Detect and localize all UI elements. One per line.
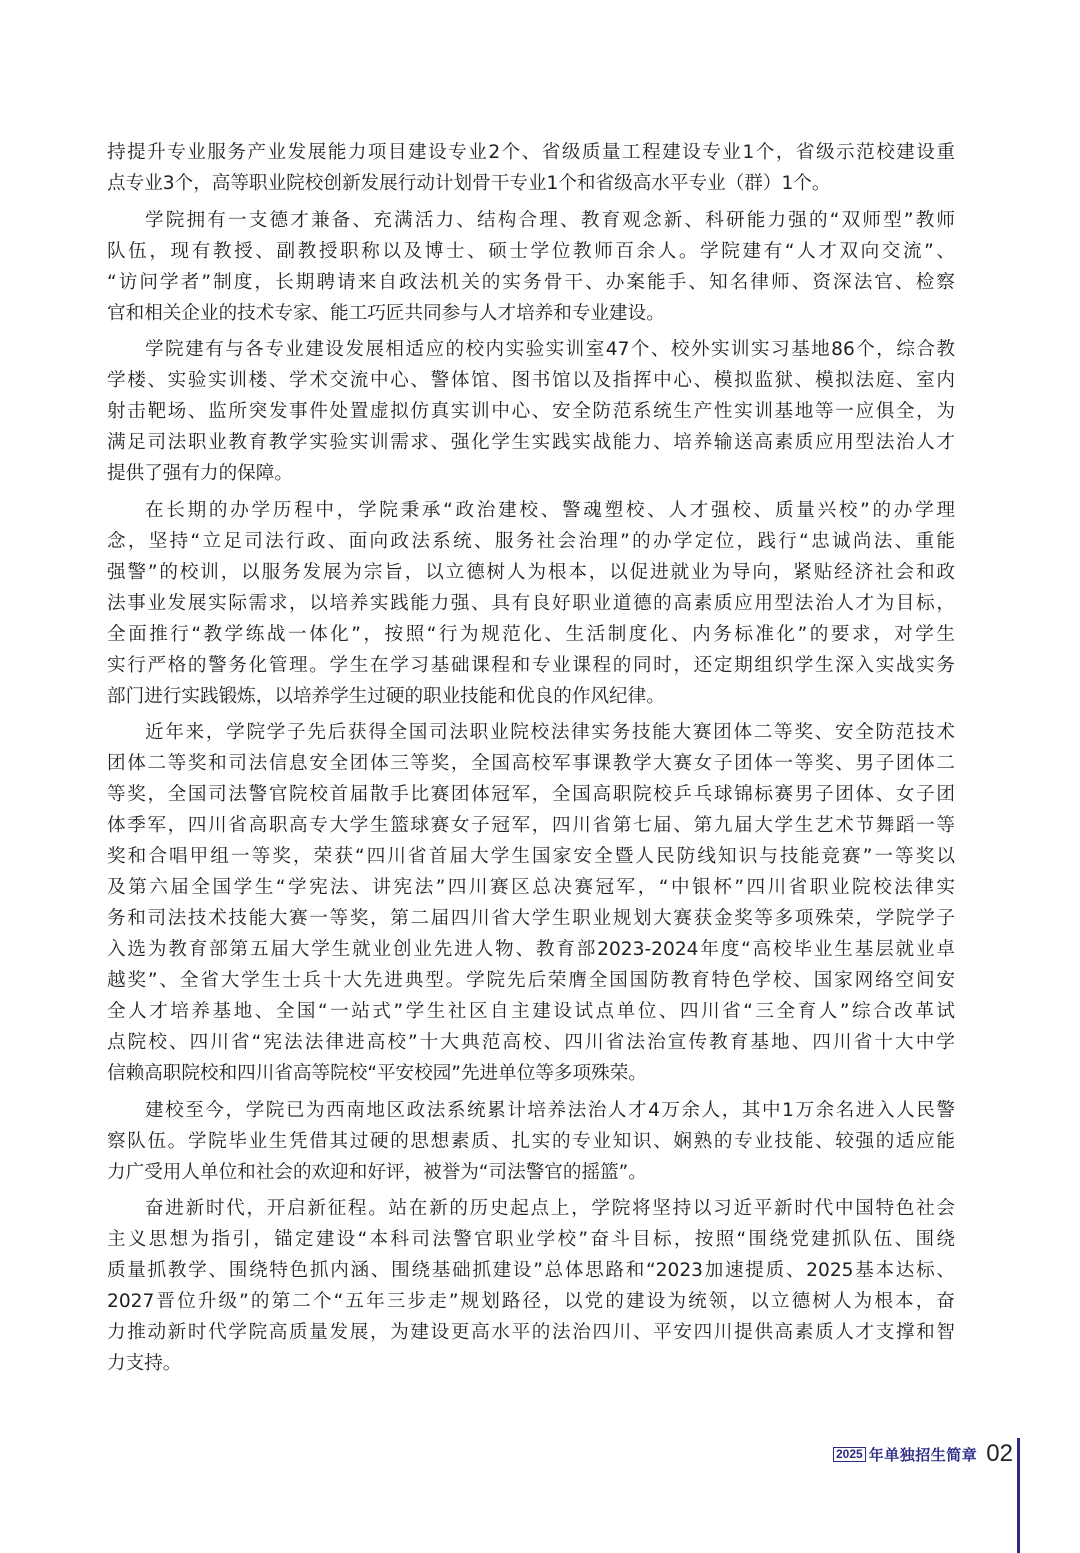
- text-line: 2027晋位升级”的第二个“五年三步走”规划路径，以党的建设为统领，以立德树人为根本，奋: [107, 1291, 955, 1312]
- text-line: 提供了强有力的保障。: [107, 463, 293, 484]
- text-line: “访问学者”制度，长期聘请来自政法机关的实务骨干、办案能手、知名律师、资深法官、检察: [107, 271, 955, 293]
- text-line: 在长期的办学历程中，学院秉承“政治建校、警魂塑校、人才强校、质量兴校”的办学理: [145, 499, 955, 521]
- text-line: 学院拥有一支德才兼备、充满活力、结构合理、教育观念新、科研能力强的“双师型”教师: [145, 209, 955, 231]
- text-line: 务和司法技术技能大赛一等奖，第二届四川省大学生职业规划大赛获金奖等多项殊荣，学院学子: [107, 908, 955, 929]
- text-line: 持提升专业服务产业发展能力项目建设专业2个、省级质量工程建设专业1个，省级示范校建设重: [107, 142, 955, 163]
- body-text: [107, 137, 955, 1385]
- text-line: 越奖”、全省大学生士兵十大先进典型。学院先后荣膺全国国防教育特色学校、国家网络空间安: [107, 970, 955, 991]
- text-line: 察队伍。学院毕业生凭借其过硬的思想素质、扎实的专业知识、娴熟的专业技能、较强的适应能: [107, 1130, 955, 1152]
- paragraph: [107, 495, 955, 712]
- text-line: 入选为教育部第五届大学生就业创业先进人物、教育部2023-2024年度“高校毕业生基层就业卓: [107, 939, 955, 960]
- text-line: 奖和合唱甲组一等奖，荣获“四川省首届大学生国家安全暨人民防线知识与技能竞赛”一等奖以: [107, 846, 955, 867]
- footer-year: 2025: [833, 1447, 866, 1462]
- text-line: 队伍，现有教授、副教授职称以及博士、硕士学位教师百余人。学院建有“人才双向交流”、: [107, 240, 955, 262]
- text-line: 全面推行“教学练战一体化”，按照“行为规范化、生活制度化、内务标准化”的要求，对学生: [107, 623, 955, 645]
- text-line: 射击靶场、监所突发事件处置虚拟仿真实训中心、安全防范系统生产性实训基地等一应俱全，为: [107, 401, 955, 422]
- text-line: 强警”的校训，以服务发展为宗旨，以立德树人为根本，以促进就业为导向，紧贴经济社会和政: [107, 561, 955, 583]
- text-line: 全人才培养基地、全国“一站式”学生社区自主建设试点单位、四川省“三全育人”综合改革试: [107, 1001, 955, 1022]
- text-line: 念，坚持“立足司法行政、面向政法系统、服务社会治理”的办学定位，践行“忠诚尚法、重能: [107, 530, 955, 552]
- text-line: 力推动新时代学院高质量发展，为建设更高水平的法治四川、平安四川提供高素质人才支撑和智: [107, 1322, 955, 1343]
- text-line: 点专业3个，高等职业院校创新发展行动计划骨干专业1个和省级高水平专业（群）1个。: [107, 173, 831, 194]
- text-line: 信赖高职院校和四川省高等院校“平安校园”先进单位等多项殊荣。: [107, 1063, 647, 1084]
- text-line: 团体二等奖和司法信息安全团体三等奖，全国高校军事课教学大赛女子团体一等奖、男子团体二: [107, 753, 955, 774]
- text-line: 质量抓教学、围绕特色抓内涵、围绕基础抓建设”总体思路和“2023加速提质、2025基本达标、: [107, 1260, 955, 1281]
- text-line: 等奖，全国司法警官院校首届散手比赛团体冠军，全国高职院校乒乓球锦标赛男子团体、女子团: [107, 784, 955, 805]
- text-line: 满足司法职业教育教学实验实训需求、强化学生实践实战能力、培养输送高素质应用型法治人才: [107, 432, 955, 453]
- page-footer: [833, 1437, 1013, 1471]
- text-line: 建校至今，学院已为西南地区政法系统累计培养法治人才4万余人，其中1万余名进入人民警: [145, 1099, 955, 1121]
- text-line: 实行严格的警务化管理。学生在学习基础课程和专业课程的同时，还定期组织学生深入实战实务: [107, 654, 955, 676]
- text-line: 体季军，四川省高职高专大学生篮球赛女子冠军，四川省第七届、第九届大学生艺术节舞蹈一等: [107, 815, 955, 836]
- page-number: 02: [986, 1440, 1013, 1467]
- paragraph: [107, 1193, 955, 1379]
- text-line: 主义思想为指引，锚定建设“本科司法警官职业学校”奋斗目标，按照“围绕党建抓队伍、围绕: [107, 1229, 955, 1250]
- paragraph: [107, 1095, 955, 1188]
- footer-title: 年单独招生简章: [868, 1445, 978, 1464]
- paragraph: [107, 137, 955, 199]
- text-line: 及第六届全国学生“学宪法、讲宪法”四川赛区总决赛冠军，“中银杯”四川省职业院校法律实: [107, 877, 955, 898]
- footer-vertical-rule: [1017, 1438, 1020, 1553]
- text-line: 学楼、实验实训楼、学术交流中心、警体馆、图书馆以及指挥中心、模拟监狱、模拟法庭、室内: [107, 370, 955, 391]
- text-line: 学院建有与各专业建设发展相适应的校内实验实训室47个、校外实训实习基地86个，综合教: [145, 339, 955, 360]
- text-line: 部门进行实践锻炼，以培养学生过硬的职业技能和优良的作风纪律。: [107, 685, 665, 707]
- paragraph: [107, 205, 955, 329]
- text-line: 官和相关企业的技术专家、能工巧匠共同参与人才培养和专业建设。: [107, 302, 665, 324]
- text-line: 力支持。: [107, 1353, 182, 1374]
- text-line: 近年来，学院学子先后获得全国司法职业院校法律实务技能大赛团体二等奖、安全防范技术: [145, 722, 955, 743]
- text-line: 法事业发展实际需求，以培养实践能力强、具有良好职业道德的高素质应用型法治人才为目标，: [107, 592, 955, 614]
- text-line: 点院校、四川省“宪法法律进高校”十大典范高校、四川省法治宣传教育基地、四川省十大中学: [107, 1032, 955, 1053]
- paragraph: [107, 334, 955, 489]
- paragraph: [107, 717, 955, 1089]
- text-line: 力广受用人单位和社会的欢迎和好评，被誉为“司法警官的摇篮”。: [107, 1161, 647, 1183]
- text-line: 奋进新时代，开启新征程。站在新的历史起点上，学院将坚持以习近平新时代中国特色社会: [145, 1198, 955, 1219]
